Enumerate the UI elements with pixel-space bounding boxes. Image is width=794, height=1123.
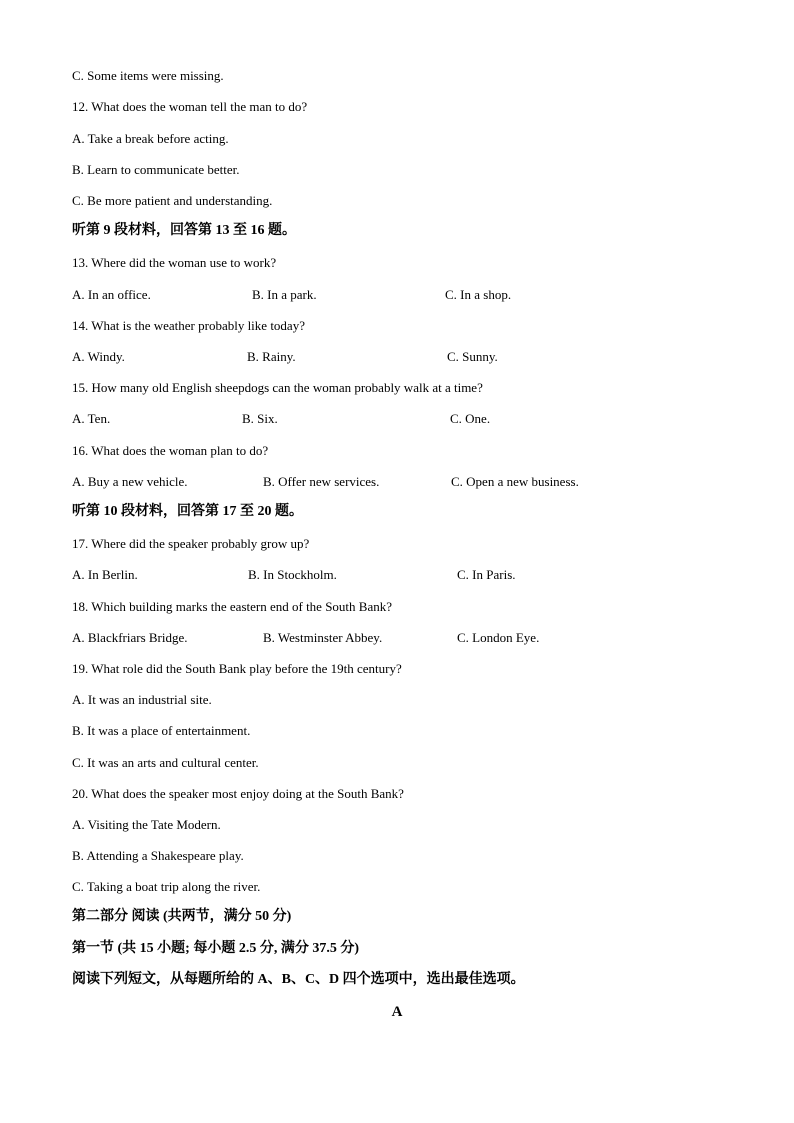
q19-question: 19. What role did the South Bank play before the 19th century? xyxy=(72,661,402,676)
q18-option-c: C. London Eye. xyxy=(457,630,540,645)
q20-option-c: C. Taking a boat trip along the river. xyxy=(72,879,261,894)
q16-question: 16. What does the woman plan to do? xyxy=(72,443,269,458)
q17-question: 17. Where did the speaker probably grow up? xyxy=(72,536,310,551)
q16-option-a: A. Buy a new vehicle. xyxy=(72,474,188,489)
q18-option-a: A. Blackfriars Bridge. xyxy=(72,630,188,645)
q20-option-b: B. Attending a Shakespeare play. xyxy=(72,848,244,863)
section-1-heading: 第一节 (共 15 小题; 每小题 2.5 分, 满分 37.5 分) xyxy=(72,941,359,956)
q14-question: 14. What is the weather probably like today? xyxy=(72,318,305,333)
reading-instruction: 阅读下列短文，从每题所给的 A、B、C、D 四个选项中，选出最佳选项。 xyxy=(72,972,525,987)
q17-option-c: C. In Paris. xyxy=(457,567,516,582)
q13-option-a: A. In an office. xyxy=(72,287,151,302)
q17-option-a: A. In Berlin. xyxy=(72,567,138,582)
q16-option-c: C. Open a new business. xyxy=(451,474,579,489)
section-10-heading: 听第 10 段材料，回答第 17 至 20 题。 xyxy=(72,504,303,519)
section-9-heading: 听第 9 段材料，回答第 13 至 16 题。 xyxy=(72,223,296,238)
q15-option-c: C. One. xyxy=(450,411,491,426)
passage-label: A xyxy=(391,1004,403,1020)
q16-option-b: B. Offer new services. xyxy=(263,474,380,489)
q17-option-b: B. In Stockholm. xyxy=(248,567,337,582)
q12-option-a: A. Take a break before acting. xyxy=(72,131,229,146)
q14-option-c: C. Sunny. xyxy=(447,349,498,364)
q20-question: 20. What does the speaker most enjoy doing at the South Bank? xyxy=(72,786,404,801)
q13-question: 13. Where did the woman use to work? xyxy=(72,255,277,270)
q15-option-a: A. Ten. xyxy=(72,411,111,426)
q19-option-c: C. It was an arts and cultural center. xyxy=(72,755,259,770)
q20-option-a: A. Visiting the Tate Modern. xyxy=(72,817,221,832)
q12-question: 12. What does the woman tell the man to do? xyxy=(72,99,308,114)
q15-question: 15. How many old English sheepdogs can the woman probably walk at a time? xyxy=(72,380,483,395)
q12-option-c: C. Be more patient and understanding. xyxy=(72,193,273,208)
q18-question: 18. Which building marks the eastern end of the South Bank? xyxy=(72,599,392,614)
q13-option-c: C. In a shop. xyxy=(445,287,512,302)
q19-option-b: B. It was a place of entertainment. xyxy=(72,723,251,738)
q18-option-b: B. Westminster Abbey. xyxy=(263,630,383,645)
q14-option-b: B. Rainy. xyxy=(247,349,296,364)
part-2-heading: 第二部分 阅读 (共两节，满分 50 分) xyxy=(72,909,292,924)
q19-option-a: A. It was an industrial site. xyxy=(72,692,212,707)
q15-option-b: B. Six. xyxy=(242,411,278,426)
q11-option-c: C. Some items were missing. xyxy=(72,68,224,83)
q12-option-b: B. Learn to communicate better. xyxy=(72,162,240,177)
q14-option-a: A. Windy. xyxy=(72,349,125,364)
q13-option-b: B. In a park. xyxy=(252,287,317,302)
